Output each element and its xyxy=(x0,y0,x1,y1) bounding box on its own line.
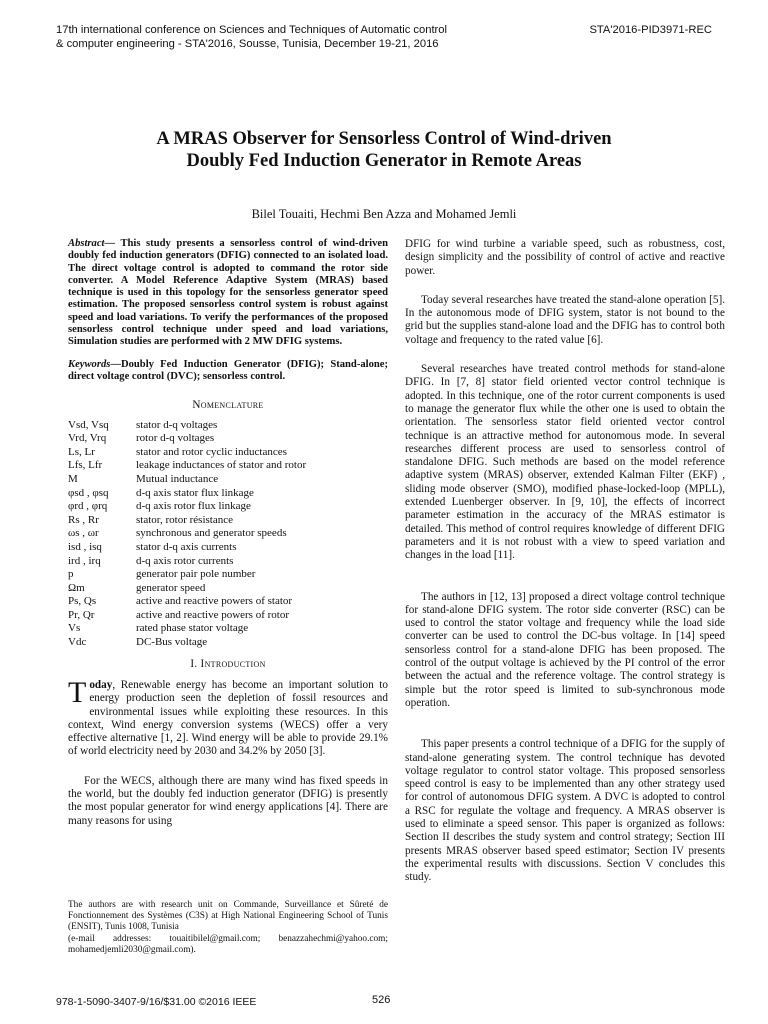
footnote-emails: (e-mail addresses: touaitibilel@gmail.com; benazzahechmi@yahoo.com; mohamedjemli2030@gmail.com). xyxy=(68,933,388,955)
author-list: Bilel Touaiti, Hechmi Ben Azza and Mohamed Jemli xyxy=(251,207,517,221)
nomenclature-row xyxy=(68,419,306,433)
author-footnote xyxy=(68,900,388,956)
nomenclature-symbol: Rs , Rr xyxy=(68,513,99,526)
nomenclature-symbol: ird , irq xyxy=(68,554,101,567)
nomenclature-symbol: p xyxy=(68,568,74,581)
nomenclature-row xyxy=(68,446,306,460)
footnote-affiliation: The authors are with research unit on Commande, Surveillance et Sûreté de Fonctionnement des Systèmes (C3S) at High National Engineering School of Tunis (ENSIT), Tunis 1008, Tunisia xyxy=(68,900,388,933)
nomenclature-symbol: Ωm xyxy=(68,581,85,594)
nomenclature-symbol: Ps, Qs xyxy=(68,595,97,608)
nomenclature-description: rotor d-q voltages xyxy=(136,432,215,445)
body-paragraph-4: The authors in [12, 13] proposed a direct voltage control technique for stand-alone DFIG system. The rotor side converter (RSC) can be used to control the stator voltage and frequency while the load side converter can be used to control the DC-bus voltage. In [14] speed sensorless control for a stand-alone DFIG has been proposed. The control of the output voltage is achieved by the PI control of the error between the actual and the reference voltage. The control strategy is simple but the rotor speed is limited to sub-synchronous mode operation. xyxy=(405,590,725,709)
nomenclature-row xyxy=(68,636,306,650)
intro-first-word: oday xyxy=(89,678,113,691)
nomenclature-symbol: M xyxy=(68,472,78,485)
nomenclature-description: d-q axis stator flux linkage xyxy=(136,486,254,499)
conference-info xyxy=(56,24,556,51)
nomenclature-description: generator pair pole number xyxy=(136,568,256,581)
nomenclature-row xyxy=(68,459,306,473)
nomenclature-row xyxy=(68,473,306,487)
abstract-text: This study presents a sensorless control of wind-driven doubly fed induction generators (DFIG) connected to an isolated load. The direct voltage control is adopted to command the rotor side converter. A Model Reference Adaptive System (MRAS) based technique is used in this topology for the sensorless generator speed estimation. The proposed sensorless control system is robust against speed and load variations. To verify the performances of the proposed sensorless control technique under speed and load variations, Simulation studies are performed with 2 MW DFIG systems. xyxy=(68,238,388,348)
abstract xyxy=(68,238,388,349)
nomenclature-symbol: Vs xyxy=(68,622,81,635)
nomenclature-heading: Nomenclature xyxy=(192,399,264,412)
drop-cap: T xyxy=(68,675,87,709)
paper-title-line-2: Doubly Fed Induction Generator in Remote Areas xyxy=(186,151,582,171)
nomenclature-row xyxy=(68,487,306,501)
nomenclature-description: d-q axis rotor currents xyxy=(136,554,234,567)
nomenclature-row xyxy=(68,514,306,528)
nomenclature-description: d-q axis rotor flux linkage xyxy=(136,500,251,513)
nomenclature-description: stator and rotor cyclic inductances xyxy=(136,445,287,458)
keywords-text: —Doubly Fed Induction Generator (DFIG); Stand-alone; direct voltage control (DVC); sensorless control. xyxy=(68,358,388,382)
nomenclature-row xyxy=(68,555,306,569)
body-paragraph-5: This paper presents a control technique of a DFIG for the supply of stand-alone generating system. The control technique has devoted voltage regulator to control stator voltage. This proposed sensorless speed control is easy to be implemented than any other strategy used for control of autonomous DFIG system. A DVC is adopted to control a RSC for regulate the voltage and frequency. A MRAS observer is used to eliminate a speed sensor. This paper is organized as follows: Section II describes the study system and control strategy; Section III presents MRAS observer based speed estimator; Section IV presents the experimental results with discussions. Section V concludes this study. xyxy=(405,738,725,884)
nomenclature-description: stator d-q voltages xyxy=(136,418,218,431)
nomenclature-row xyxy=(68,527,306,541)
nomenclature-row xyxy=(68,609,306,623)
keywords-label: Keywords xyxy=(68,358,111,370)
nomenclature-row xyxy=(68,568,306,582)
paper-id: STA'2016-PID3971-REC xyxy=(589,24,712,36)
body-paragraph-1: DFIG for wind turbine a variable speed, such as robustness, cost, design simplicity and the possibility of control of active and reactive power. xyxy=(405,238,725,277)
nomenclature-row xyxy=(68,541,306,555)
nomenclature-row xyxy=(68,582,306,596)
nomenclature-symbol: Vrd, Vrq xyxy=(68,432,107,445)
introduction-paragraph-2: For the WECS, although there are many wind has fixed speeds in the world, but the doubly fed induction generator (DFIG) is presently the most popular generator for wind energy applications [4]. There are many reasons for using xyxy=(68,774,388,827)
nomenclature-description: stator, rotor résistance xyxy=(136,513,233,526)
nomenclature-symbol: Vsd, Vsq xyxy=(68,418,109,431)
body-paragraph-2: Today several researches have treated the stand-alone operation [5]. In the autonomous mode of DFIG system, stator is not bound to the grid but the supplies stand-alone load and the DFIG has to control both voltage and frequency to the rated value [6]. xyxy=(405,293,725,346)
introduction-paragraph-1 xyxy=(68,675,388,759)
conference-line-1: 17th international conference on Sciences and Techniques of Automatic control xyxy=(56,24,447,36)
keywords xyxy=(68,359,388,384)
nomenclature-description: active and reactive powers of stator xyxy=(136,595,293,608)
nomenclature-description: Mutual inductance xyxy=(136,472,219,485)
abstract-label: Abstract— xyxy=(68,238,116,249)
nomenclature-description: stator d-q axis currents xyxy=(136,540,237,553)
page-number: 526 xyxy=(372,994,391,1006)
nomenclature-symbol: φsd , φsq xyxy=(68,486,109,499)
nomenclature-description: DC-Bus voltage xyxy=(136,636,208,649)
introduction-heading: I. Introduction xyxy=(190,657,266,670)
nomenclature-symbol: Pr, Qr xyxy=(68,608,95,621)
nomenclature-description: synchronous and generator speeds xyxy=(136,527,287,540)
nomenclature-description: generator speed xyxy=(136,581,206,594)
nomenclature-symbol: Vdc xyxy=(68,636,87,649)
nomenclature-row xyxy=(68,500,306,514)
paper-title xyxy=(56,128,712,172)
nomenclature-table xyxy=(68,419,306,650)
conference-line-2: & computer engineering - STA'2016, Sousse, Tunisia, December 19-21, 2016 xyxy=(56,37,439,50)
nomenclature-symbol: isd , isq xyxy=(68,540,102,553)
nomenclature-description: active and reactive powers of rotor xyxy=(136,608,290,621)
nomenclature-description: rated phase stator voltage xyxy=(136,622,249,635)
nomenclature-symbol: φrd , φrq xyxy=(68,500,108,513)
nomenclature-row xyxy=(68,432,306,446)
nomenclature-description: leakage inductances of stator and rotor xyxy=(136,459,307,472)
copyright-line: 978-1-5090-3407-9/16/$31.00 ©2016 IEEE xyxy=(56,996,257,1008)
paper-title-line-1: A MRAS Observer for Sensorless Control of Wind-driven xyxy=(156,129,612,149)
intro-p1-text: , Renewable energy has become an important solution to energy production seen the depletion of fossil resources and environmental issues while exploiting these resources. In this context, Wind energy conversion systems (WECS) offer a very effective alternative [1, 2]. Wind energy will be able to provide 29.1% of world electricity need by 2030 and 34.2% by 2050 [3]. xyxy=(68,678,388,758)
left-column xyxy=(68,238,388,828)
body-paragraph-3: Several researches have treated control methods for stand-alone DFIG. In [7, 8] stator field oriented vector control technique is adopted. In this technique, one of the rotor current components is used to manage the generator flux while the other one is used to obtain the orientation. The sensorless stator field oriented vector control technique is an attractive method for autonomous mode. In several researches different process are used to sensorless control of standalone DFIG. Such methods are based on the model reference adaptive system (MRAS) observer, extended Kalman Filter (EKF) , sliding mode observer (SMO), modified phase-locked-loop (MPLL), extended Luenberger observer. In [9, 10], the effects of incorrect parameter estimation in the accuracy of the MRAS estimator is detailed. This method of control requires knowledge of different DFIG parameters and it is not robust with a view to speed variation and changes in the load [11]. xyxy=(405,363,725,562)
nomenclature-symbol: Ls, Lr xyxy=(68,445,95,458)
nomenclature-symbol: ωs , ωr xyxy=(68,527,99,540)
nomenclature-symbol: Lfs, Lfr xyxy=(68,459,103,472)
nomenclature-row xyxy=(68,622,306,636)
right-column xyxy=(405,238,725,884)
nomenclature-row xyxy=(68,595,306,609)
